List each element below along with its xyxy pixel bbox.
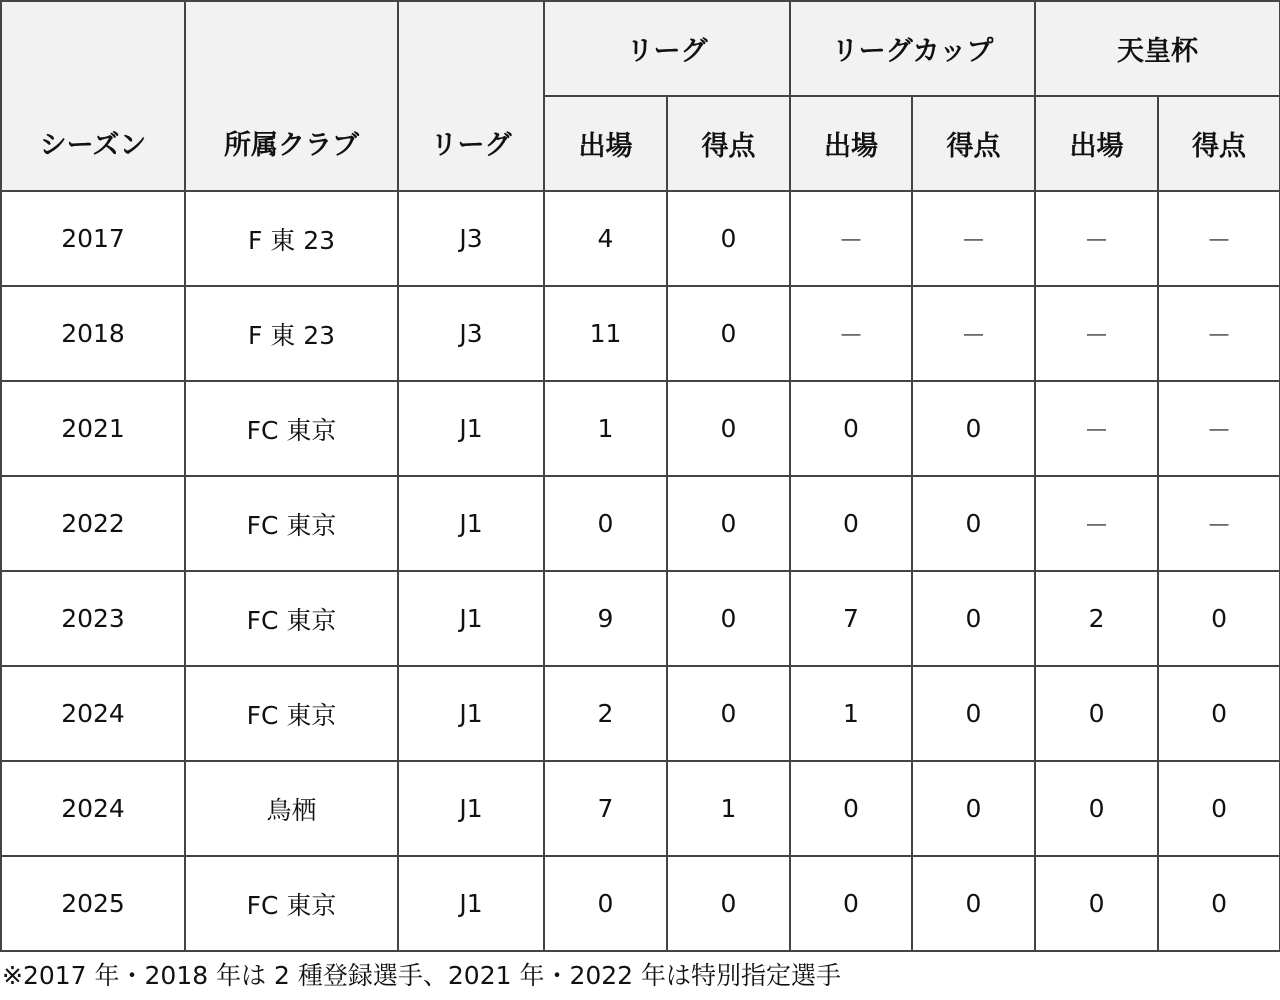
table-row	[1, 571, 1280, 666]
cell-league-apps: 7	[544, 761, 667, 856]
cell-emperor-apps: 0	[1035, 666, 1158, 761]
cell-league-apps: 0	[544, 476, 667, 571]
cell-league-apps: 4	[544, 191, 667, 286]
cell-league: J3	[398, 191, 544, 286]
cell-club: FC 東京	[185, 666, 398, 761]
cell-cup-apps: －	[790, 286, 912, 381]
cell-league-goals: 0	[667, 191, 790, 286]
cell-league-goals: 0	[667, 666, 790, 761]
cell-league-goals: 0	[667, 381, 790, 476]
cell-season: 2024	[1, 761, 185, 856]
header-emperor-apps: 出場	[1035, 96, 1158, 191]
cell-league-goals: 0	[667, 571, 790, 666]
cell-season: 2023	[1, 571, 185, 666]
cell-cup-goals: 0	[912, 856, 1035, 951]
cell-emperor-apps: 2	[1035, 571, 1158, 666]
cell-cup-goals: 0	[912, 381, 1035, 476]
cell-emperor-goals: 0	[1158, 666, 1280, 761]
cell-league-apps: 9	[544, 571, 667, 666]
cell-league-apps: 2	[544, 666, 667, 761]
table-row	[1, 381, 1280, 476]
cell-cup-apps: 0	[790, 856, 912, 951]
cell-emperor-apps: －	[1035, 476, 1158, 571]
cell-league: J1	[398, 666, 544, 761]
cell-league: J3	[398, 286, 544, 381]
cell-league-apps: 0	[544, 856, 667, 951]
cell-club: FC 東京	[185, 571, 398, 666]
cell-club: FC 東京	[185, 856, 398, 951]
cell-cup-apps: 1	[790, 666, 912, 761]
table-header	[1, 1, 1280, 191]
cell-emperor-goals: －	[1158, 191, 1280, 286]
cell-league-goals: 1	[667, 761, 790, 856]
header-season: シーズン	[1, 1, 185, 191]
cell-league-apps: 1	[544, 381, 667, 476]
cell-league: J1	[398, 571, 544, 666]
header-league: リーグ	[398, 1, 544, 191]
cell-league-goals: 0	[667, 476, 790, 571]
cell-league: J1	[398, 476, 544, 571]
cell-league-goals: 0	[667, 286, 790, 381]
table-row	[1, 286, 1280, 381]
header-emperor-goals: 得点	[1158, 96, 1280, 191]
cell-emperor-apps: 0	[1035, 761, 1158, 856]
cell-club: FC 東京	[185, 476, 398, 571]
cell-emperor-apps: 0	[1035, 856, 1158, 951]
header-cup-goals: 得点	[912, 96, 1035, 191]
cell-season: 2017	[1, 191, 185, 286]
cell-club: FC 東京	[185, 381, 398, 476]
header-cup-apps: 出場	[790, 96, 912, 191]
cell-cup-apps: －	[790, 191, 912, 286]
cell-emperor-goals: 0	[1158, 761, 1280, 856]
header-row-groups	[1, 1, 1280, 96]
table-row	[1, 666, 1280, 761]
cell-emperor-goals: 0	[1158, 856, 1280, 951]
cell-season: 2024	[1, 666, 185, 761]
cell-league: J1	[398, 761, 544, 856]
header-club: 所属クラブ	[185, 1, 398, 191]
cell-club: F 東 23	[185, 191, 398, 286]
footnote: ※2017 年・2018 年は 2 種登録選手、2021 年・2022 年は特別指定選手	[2, 961, 842, 990]
cell-cup-goals: －	[912, 191, 1035, 286]
cell-emperor-goals: －	[1158, 286, 1280, 381]
cell-cup-goals: －	[912, 286, 1035, 381]
cell-season: 2018	[1, 286, 185, 381]
cell-cup-apps: 0	[790, 381, 912, 476]
cell-season: 2025	[1, 856, 185, 951]
cell-emperor-goals: －	[1158, 381, 1280, 476]
cell-cup-apps: 0	[790, 761, 912, 856]
header-group-league: リーグ	[544, 1, 790, 96]
header-group-league-cup: リーグカップ	[790, 1, 1035, 96]
cell-cup-goals: 0	[912, 571, 1035, 666]
cell-cup-apps: 7	[790, 571, 912, 666]
cell-cup-goals: 0	[912, 666, 1035, 761]
cell-league-goals: 0	[667, 856, 790, 951]
table-body	[1, 191, 1280, 951]
cell-emperor-apps: －	[1035, 191, 1158, 286]
cell-league: J1	[398, 856, 544, 951]
table-row	[1, 856, 1280, 951]
cell-club: 鳥栖	[185, 761, 398, 856]
table-row	[1, 476, 1280, 571]
cell-cup-goals: 0	[912, 476, 1035, 571]
header-league-goals: 得点	[667, 96, 790, 191]
cell-season: 2021	[1, 381, 185, 476]
header-league-apps: 出場	[544, 96, 667, 191]
cell-emperor-apps: －	[1035, 286, 1158, 381]
table-row	[1, 761, 1280, 856]
cell-emperor-apps: －	[1035, 381, 1158, 476]
cell-league-apps: 11	[544, 286, 667, 381]
cell-cup-goals: 0	[912, 761, 1035, 856]
cell-cup-apps: 0	[790, 476, 912, 571]
cell-season: 2022	[1, 476, 185, 571]
table-row	[1, 191, 1280, 286]
cell-league: J1	[398, 381, 544, 476]
cell-club: F 東 23	[185, 286, 398, 381]
cell-emperor-goals: －	[1158, 476, 1280, 571]
cell-emperor-goals: 0	[1158, 571, 1280, 666]
header-group-emperors-cup: 天皇杯	[1035, 1, 1280, 96]
